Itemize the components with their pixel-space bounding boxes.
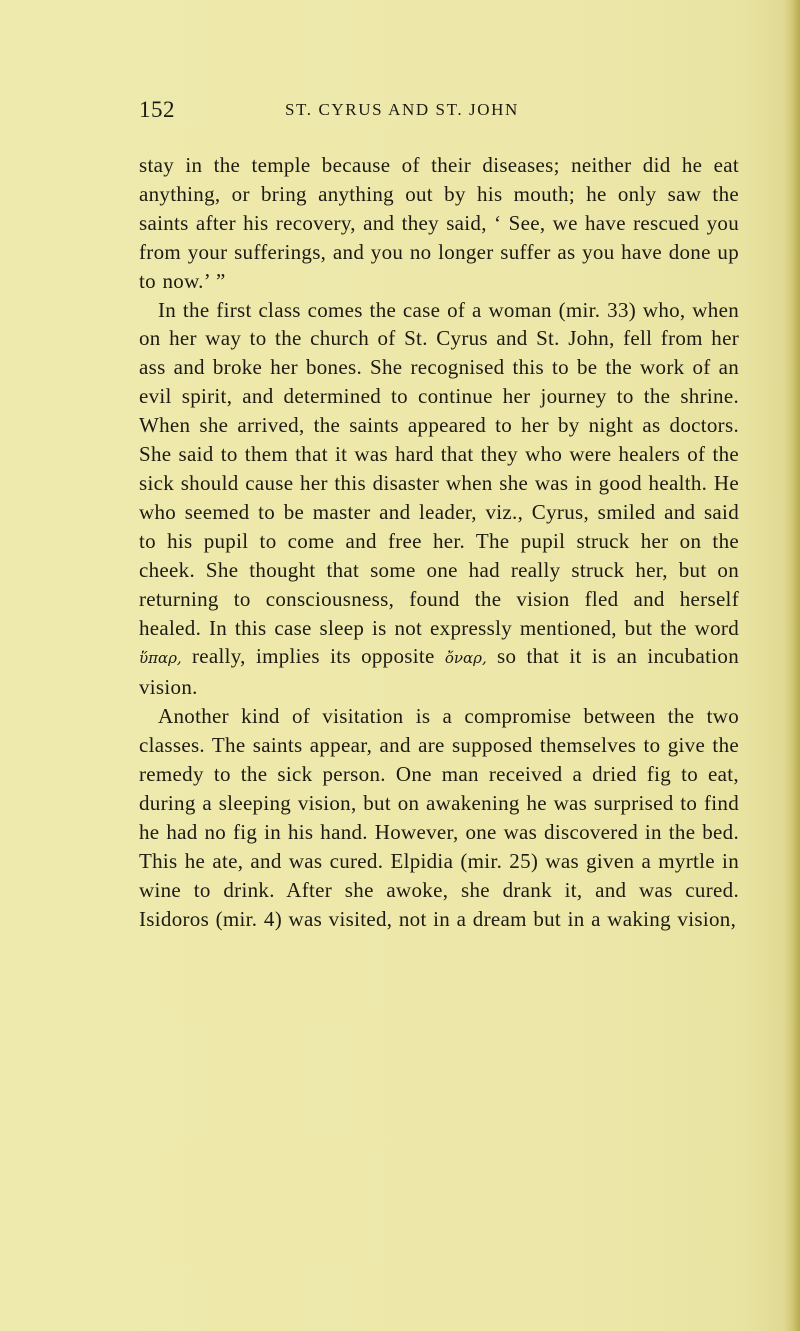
greek-word-onar: ὄναρ, (444, 649, 487, 668)
body-text (139, 151, 739, 933)
page-edge-shadow (784, 0, 800, 1331)
paragraph-2-text: In the first class comes the case of a woman (mir. 33) who, when on her way to the church of St. Cyrus and St. John, fell from her ass and broke her bones. She recognised this to be the work of an evil spirit, and determined to continue her journey to the shrine. When she arrived, the saints appeared to her by night as doctors. She said to them that it was hard that they who were healers of the sick should cause her this disaster when she was in good health. He who seemed to be master and leader, viz., Cyrus, smiled and said to his pupil to come and free her. The pupil struck her on the cheek. She thought that some one had really struck her, but on returning to consciousness, found the vision fled and herself healed. In this case sleep is not expressly mentioned, but the word (139, 297, 739, 640)
running-title: ST. CYRUS AND ST. JOHN (285, 100, 519, 119)
paragraph-3: Another kind of visitation is a compromise between the two classes. The saints appear, and are supposed themselves to give the remedy to the sick person. One man received a dried fig to eat, during a sleeping vision, but on awakening he was surprised to find he had no fig in his hand. However, one was discovered in the bed. This he ate, and was cured. Elpidia (mir. 25) was given a myrtle in wine to drink. After she awoke, she drank it, and was cured. Isidoros (mir. 4) was visited, not in a dream but in a waking vision, (139, 704, 739, 931)
paragraph-2 (139, 296, 739, 703)
paragraph-1: stay in the temple because of their diseases; neither did he eat anything, or bring anything out by his mouth; he only saw the saints after his recovery, and they said, ‘ See, we have rescued you from your sufferings, and you no longer suffer as you have done up to now.’ ” (139, 153, 739, 293)
paragraph-2-end: so that it is an incubation vision. (139, 644, 739, 700)
page-header (0, 97, 800, 127)
page-number: 152 (139, 97, 175, 122)
greek-word-hypar: ὕπαρ, (139, 649, 182, 668)
paragraph-2-middle: really, implies its opposite (191, 644, 435, 669)
